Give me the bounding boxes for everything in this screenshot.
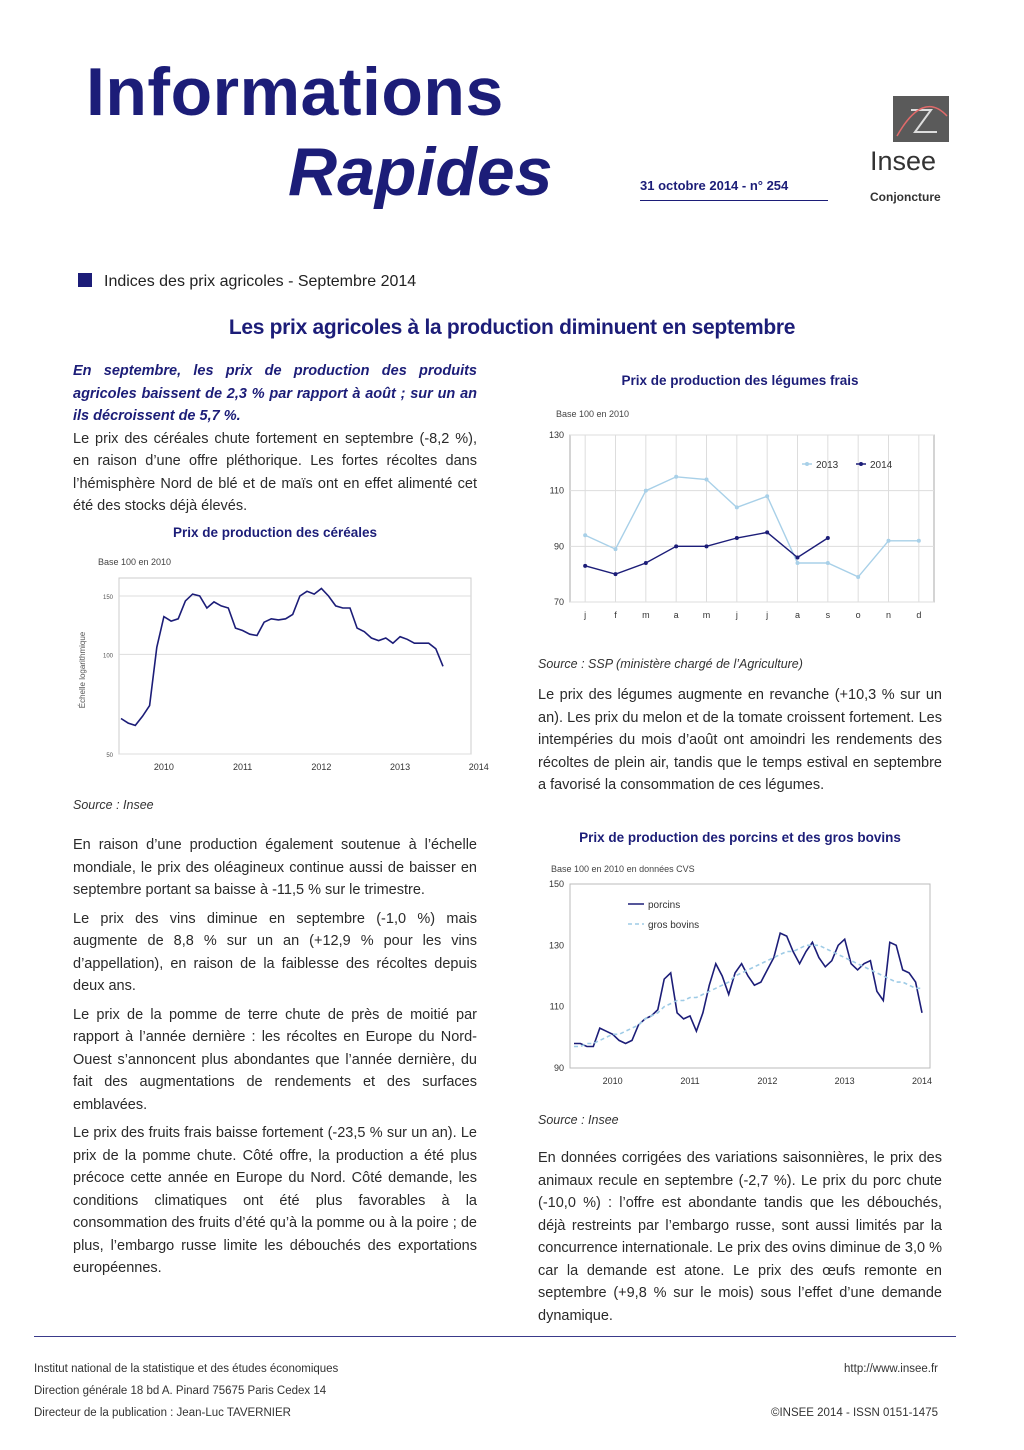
x-tick-label: m <box>642 610 650 620</box>
right-column-animaux <box>538 1147 942 1333</box>
y-tick-label: 100 <box>102 653 113 660</box>
x-tick-label: 2010 <box>153 762 174 772</box>
chart-animaux <box>538 876 942 1091</box>
source-animaux: Source : Insee <box>538 1113 619 1127</box>
legend-label: 2013 <box>816 460 839 471</box>
source-cereales: Source : Insee <box>73 798 154 812</box>
paragraph-oleagineux: En raison d’une production également soutenue à l’échelle mondiale, le prix des oléagineux continue aussi de baisser en septembre portant sa baisse à -11,5 % sur le trimestre. <box>73 837 477 898</box>
x-tick-label: 2011 <box>680 1076 700 1086</box>
x-tick-label: a <box>673 610 679 620</box>
y-tick-label: 110 <box>549 485 564 496</box>
data-point-2013 <box>735 505 739 509</box>
source-legumes: Source : SSP (ministère chargé de l’Agriculture) <box>538 657 803 671</box>
y-tick-label: 110 <box>549 1001 564 1012</box>
data-point-2013 <box>887 539 891 543</box>
footer-right <box>771 1358 938 1424</box>
y-tick-label: 90 <box>553 541 564 552</box>
data-point-2014 <box>735 536 739 540</box>
chart-title-cereales: Prix de production des céréales <box>172 525 378 540</box>
paragraph-fruits: Le prix des fruits frais baisse fortement (-23,5 % sur un an). Le prix de la pomme chute. Côté offre, la production a été plus précoce cette année en Europe du Nord. Côté demande, les conditions climatiques ont été plus favorables à la consommation des fruits d’été qu’à la pomme ou à la poire ; de plus, l’embargo russe limite les débouchés des exportations européennes. <box>73 1125 477 1276</box>
chart-base-cereales: Base 100 en 2010 <box>98 557 172 567</box>
series-line-porcins <box>574 933 922 1046</box>
footer-url[interactable]: http://www.insee.fr <box>844 1363 938 1375</box>
x-tick-label: 2012 <box>757 1076 778 1086</box>
section-bullet-icon <box>78 273 92 287</box>
data-point-2013 <box>674 475 678 479</box>
paragraph-legumes: Le prix des légumes augmente en revanche (+10,3 % sur un an). Les prix du melon et de la tomate croissent fortement. Les intempéries du mois d’août ont amoindri les rendements des récoltes de plein air, tandis que le temps estival en septembre a favorisé la consommation de ces légumes. <box>538 687 942 793</box>
paragraph-vins: Le prix des vins diminue en septembre (-1,0 %) mais augmente de 8,8 % sur un an (+12,9 % pour les vins d’appellation), en raison de la faiblesse des récoltes depuis deux ans. <box>73 910 477 994</box>
x-tick-label: 2010 <box>602 1076 623 1086</box>
data-point-2014 <box>644 561 648 565</box>
data-point-2014 <box>583 564 587 568</box>
paragraph-cereales: Le prix des céréales chute fortement en septembre (-8,2 %), en raison d’une offre pléthorique. Les fortes récoltes dans l’hémisphère Nord de blé et de maïs ont en effet alimenté cet été des stocks déjà élevés. <box>73 430 477 514</box>
masthead-title: Informations <box>86 54 504 130</box>
footer-rule <box>34 1336 956 1337</box>
left-column-intro <box>73 360 477 524</box>
data-point-2013 <box>583 533 587 537</box>
y-tick-label: 130 <box>548 940 564 951</box>
data-point-2013 <box>796 561 800 565</box>
data-point-2014 <box>765 530 769 534</box>
data-point-2013 <box>826 561 830 565</box>
y-tick-label: 70 <box>553 597 564 607</box>
data-point-2013 <box>856 575 860 579</box>
footer-director: Directeur de la publication : Jean-Luc TAVERNIER <box>34 1407 291 1419</box>
data-point-2013 <box>765 494 769 498</box>
plot-frame <box>570 884 930 1068</box>
chart-title-legumes: Prix de production des légumes frais <box>621 373 859 388</box>
chart-base-legumes: Base 100 en 2010 <box>556 409 630 419</box>
y-tick-label: 90 <box>553 1063 564 1073</box>
footer-address: Direction générale 18 bd A. Pinard 75675 Paris Cedex 14 <box>34 1385 327 1397</box>
logo-subtitle: Conjoncture <box>870 190 941 204</box>
headline: Les prix agricoles à la production diminuent en septembre <box>228 316 796 339</box>
right-column-legumes <box>538 684 942 803</box>
data-point-2014 <box>674 544 678 548</box>
x-tick-label: f <box>614 610 617 620</box>
legend-marker <box>859 462 863 466</box>
footer-org: Institut national de la statistique et des études économiques <box>34 1363 339 1375</box>
footer-left <box>34 1358 338 1424</box>
series-line-2013 <box>585 477 919 577</box>
y-tick-label: 50 <box>106 753 113 759</box>
lead-paragraph: En septembre, les prix de production des produits agricoles baissent de 2,3 % par rapport à août ; sur un an ils décroissent de 5,7 %. <box>73 363 477 424</box>
x-tick-label: j <box>766 610 769 620</box>
x-tick-label: j <box>735 610 738 620</box>
legend-label: gros bovins <box>648 920 700 931</box>
x-tick-label: 2014 <box>911 1076 933 1086</box>
legend-marker <box>805 462 809 466</box>
footer-copyright: ©INSEE 2014 - ISSN 0151-1475 <box>770 1407 938 1419</box>
data-point-2014 <box>796 555 800 559</box>
data-point-2013 <box>644 489 648 493</box>
y-tick-label: 130 <box>548 430 564 440</box>
x-tick-label: 2014 <box>468 762 489 772</box>
masthead-subtitle: Rapides <box>288 134 553 210</box>
x-tick-label: 2011 <box>232 762 253 772</box>
y-tick-label: 150 <box>548 879 564 889</box>
section-label: Indices des prix agricoles - Septembre 2014 <box>104 273 417 290</box>
logo-name: Insee <box>870 146 937 176</box>
issue-rule <box>640 200 828 201</box>
data-point-2014 <box>614 572 618 576</box>
left-column-body <box>73 834 477 1286</box>
x-tick-label: m <box>702 610 711 620</box>
x-tick-label: o <box>855 610 861 620</box>
x-tick-label: s <box>825 610 831 620</box>
paragraph-pomme-de-terre: Le prix de la pomme de terre chute de près de moitié par rapport à l’année dernière : les récoltes en Europe du Nord-Ouest s’annoncent plus abondantes que l’année dernière, du fait des augmentations de rendements et des surfaces emblavées. <box>73 1006 477 1113</box>
legend-label: 2014 <box>870 460 893 471</box>
series-line-cereales <box>121 589 443 726</box>
plot-frame <box>119 578 471 754</box>
x-tick-label: 2012 <box>311 762 332 772</box>
chart-cereales <box>73 570 489 780</box>
paragraph-animaux: En données corrigées des variations saisonnières, le prix des animaux recule en septembre (-2,7 %). Le prix du porc chute (-10,0 %) : l’offre est abondante tandis que les débouchés, déjà restreints par l’embargo russe, sont aussi limités par la concurrence internationale. Le prix des ovins diminue de 3,0 % car la demande est atone. Le prix des œufs remonte en septembre (+9,8 % sur le mois) sous l’effet d’une demande dynamique. <box>538 1150 942 1324</box>
y-tick-label: 150 <box>102 595 113 602</box>
x-tick-label: a <box>794 610 801 620</box>
data-point-2013 <box>705 478 709 482</box>
y-axis-label: Échelle logarithmique <box>78 631 87 709</box>
x-tick-label: n <box>885 610 892 620</box>
chart-base-animaux: Base 100 en 2010 en données CVS <box>551 864 695 874</box>
legend-label: porcins <box>648 900 681 911</box>
data-point-2014 <box>705 544 709 548</box>
data-point-2014 <box>826 536 830 540</box>
x-tick-label: 2013 <box>834 1076 855 1086</box>
x-tick-label: 2013 <box>390 762 411 772</box>
chart-title-animaux: Prix de production des porcins et des gros bovins <box>579 830 901 845</box>
x-tick-label: j <box>584 610 587 620</box>
insee-logo-icon <box>893 96 949 142</box>
data-point-2013 <box>917 539 921 543</box>
x-tick-label: d <box>916 610 922 620</box>
issue-date: 31 octobre 2014 - n° 254 <box>640 178 789 193</box>
data-point-2013 <box>614 547 618 551</box>
chart-legumes <box>538 425 942 630</box>
